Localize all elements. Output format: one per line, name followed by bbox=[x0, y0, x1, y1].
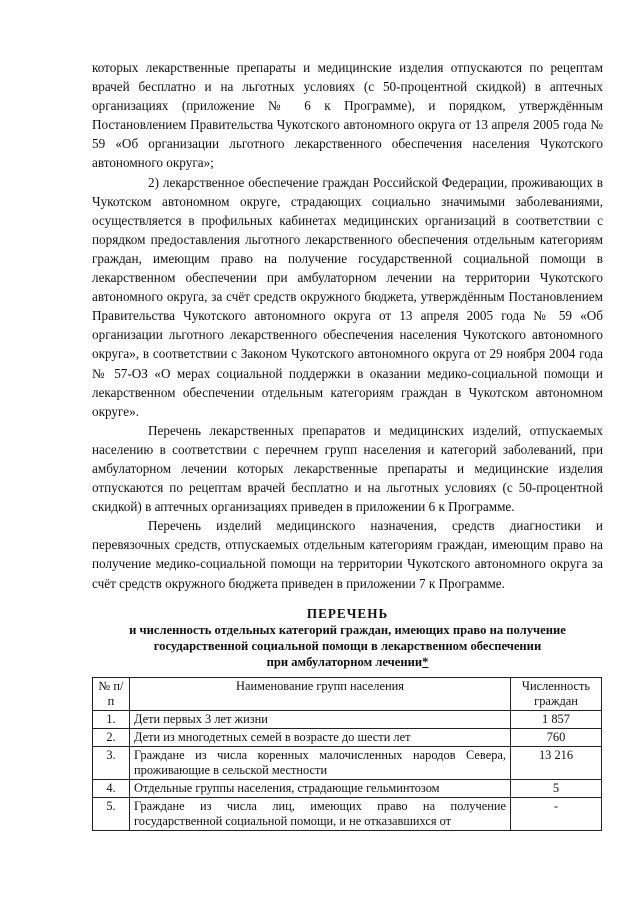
paragraph-medical-devices-list: Перечень изделий медицинского назначения, средств диагностики и перевязочных средств, отпускаемых отдельным категориям граждан, имеющим право на получение медико-социальной помощи на территории Чукотского автономного округа за счёт средств окружного бюджета приведен в приложении 7 к Программе. bbox=[92, 518, 603, 591]
row-number: 1. bbox=[93, 710, 130, 728]
table-row bbox=[93, 779, 602, 797]
document-page bbox=[92, 58, 603, 831]
row-group-name: Отдельные группы населения, страдающие гельминтозом bbox=[130, 779, 511, 797]
header-count: Численность граждан bbox=[511, 677, 602, 710]
row-group-name: Дети из многодетных семей в возрасте до шести лет bbox=[130, 728, 511, 746]
list-subtitle-line-3 bbox=[92, 654, 603, 670]
row-count: 760 bbox=[511, 728, 602, 746]
row-count: 1 857 bbox=[511, 710, 602, 728]
table-row bbox=[93, 710, 602, 728]
list-title: ПЕРЕЧЕНЬ bbox=[306, 605, 389, 621]
row-number: 3. bbox=[93, 746, 130, 779]
list-subtitle-line-2: государственной социальной помощи в лекарственном обеспечении bbox=[153, 638, 542, 653]
row-count: - bbox=[511, 797, 602, 830]
table-header-row bbox=[93, 677, 602, 710]
header-number: № п/п bbox=[93, 677, 130, 710]
paragraph-item-2: 2) лекарственное обеспечение граждан Российской Федерации, проживающих в Чукотском автономном округе, страдающих социально значимыми заболеваниями, осуществляется в профильных кабинетах медицинских организаций в соответствии с порядком предоставления льготного лекарственного обеспечения отдельным категориям граждан, имеющим право на получение государственной социальной помощи в лекарственном обеспечении при амбулаторном лечении на территории Чукотского автономного округа, за счёт средств окружного бюджета, утверждённым Постановлением Правительства Чукотского автономного округа от 13 апреля 2005 года № 59 «Об организации льготного лекарственного обеспечения населения Чукотского автономного округа», в соответствии с Законом Чукотского автономного округа от 29 ноября 2004 года № 57-ОЗ «О мерах социальной поддержки в оказании медико-социальной помощи и лекарственном обеспечении отдельным категориям граждан в Чукотском автономном округе». bbox=[92, 174, 603, 419]
table-row bbox=[93, 746, 602, 779]
table-row bbox=[93, 797, 602, 830]
header-group-name: Наименование групп населения bbox=[130, 677, 511, 710]
row-group-name: Граждане из числа коренных малочисленных народов Севера, проживающие в сельской местности bbox=[130, 746, 511, 779]
row-group-name: Граждане из числа лиц, имеющих право на получение государственной социальной помощи, и не отказавшихся от bbox=[130, 797, 511, 830]
categories-table bbox=[92, 677, 602, 831]
list-subtitle-line-3-text: при амбулаторном лечении bbox=[266, 654, 423, 669]
row-count: 13 216 bbox=[511, 746, 602, 779]
paragraph-continuation: которых лекарственные препараты и медицинские изделия отпускаются по рецептам врачей бесплатно и на льготных условиях (с 50-процентной скидкой) в аптечных организациях (приложение № 6 к Программе), и порядком, утверждённым Постановлением Правительства Чукотского автономного округа от 13 апреля 2005 года № 59 «Об организации льготного лекарственного обеспечения населения Чукотского автономного округа»; bbox=[92, 60, 603, 171]
table-row bbox=[93, 728, 602, 746]
row-group-name: Дети первых 3 лет жизни bbox=[130, 710, 511, 728]
row-number: 2. bbox=[93, 728, 130, 746]
list-subtitle-line-1: и численность отдельных категорий граждан, имеющих право на получение bbox=[129, 622, 566, 637]
row-number: 4. bbox=[93, 779, 130, 797]
paragraph-medicines-list: Перечень лекарственных препаратов и медицинских изделий, отпускаемых населению в соответствии с перечнем групп населения и категорий заболеваний, при амбулаторном лечении которых лекарственные препараты и медицинские изделия отпускаются по рецептам врачей бесплатно и на льготных условиях (с 50-процентной скидкой) в аптечных организациях приведен в приложении 6 к Программе. bbox=[92, 422, 603, 515]
footnote-link[interactable]: * bbox=[422, 654, 429, 669]
row-count: 5 bbox=[511, 779, 602, 797]
row-number: 5. bbox=[93, 797, 130, 830]
